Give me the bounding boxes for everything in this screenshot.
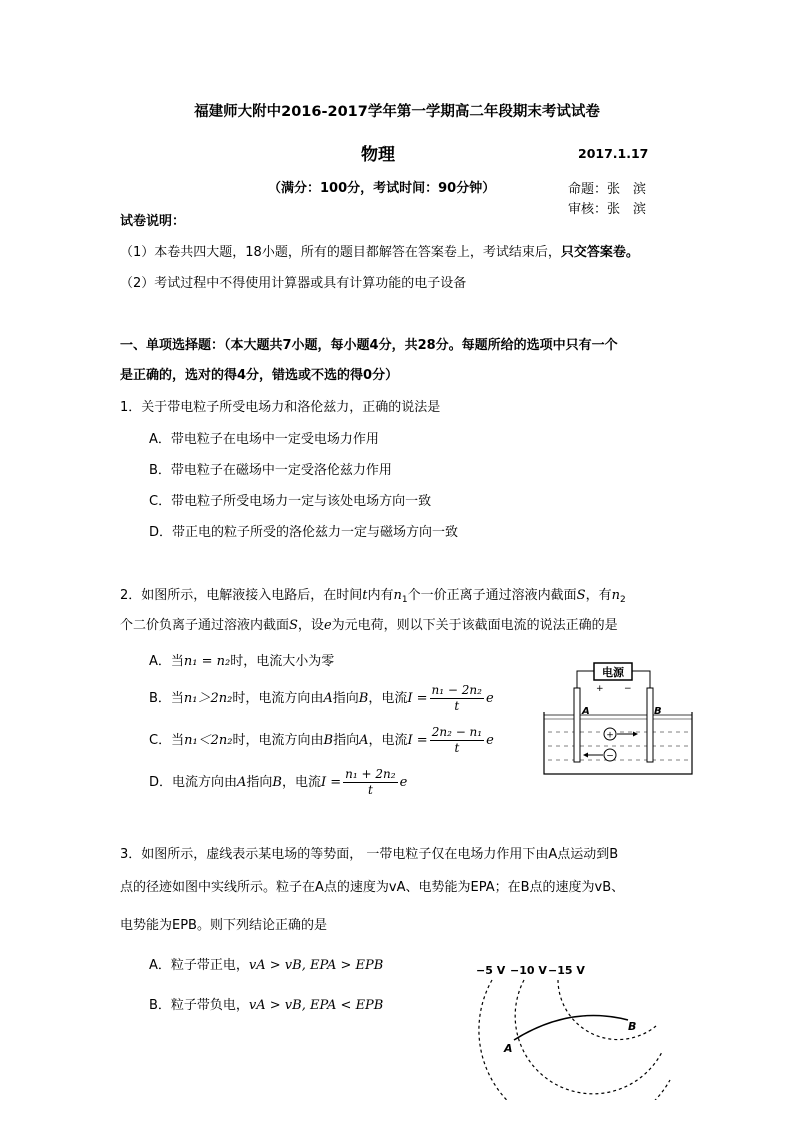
q2-c-fraction: $\frac{\text{2n₂ − n₁}}{t}$ [431, 725, 483, 755]
q1-option-b: B．带电粒子在磁场中一定受洛伦兹力作用 [149, 463, 392, 478]
q2-option-c: C．当n₁＜2n₂时，电流方向由B指向A，电流I = $\frac{\text{2n₂ − n₁}}{t}$ e [149, 725, 494, 755]
minus-terminal: − [624, 684, 632, 694]
electrode-a-label: A [582, 706, 590, 717]
q2-option-b: B．当n₁＞2n₂时，电流方向由A指向B，电流I = $\frac{\text{n₁ − 2n₂}}{t}$ e [149, 683, 494, 713]
electrode-a [574, 688, 580, 762]
equipotential-figure [470, 960, 700, 1100]
q2-d-fraction: $\frac{\text{n₁ + 2n₂}}{t}$ [345, 767, 396, 797]
negative-ion-sign: − [606, 751, 614, 762]
equipotential-middle [515, 980, 662, 1094]
q1-option-c: C．带电粒子所受电场力一定与该处电场方向一致 [149, 494, 432, 509]
author-line: 命题：张 滨 [568, 182, 647, 197]
electrode-b [647, 688, 653, 762]
q3-option-b: B．粒子带负电，vA > vB, EPA < EPB [149, 998, 384, 1013]
power-source-label: 电源 [602, 666, 624, 679]
q3-stem-line1: 3．如图所示，虚线表示某电场的等势面， 一带电粒子仅在电场力作用下由A点运动到B [120, 847, 619, 862]
q2-option-d: D．电流方向由A指向B，电流I = $\frac{\text{n₁ + 2n₂}}{t}$ e [149, 767, 408, 797]
q2-b-fraction: $\frac{\text{n₁ − 2n₂}}{t}$ [431, 683, 482, 713]
section1-heading-line2: 是正确的，选对的得4分，错选或不选的得0分） [120, 368, 399, 383]
exam-date: 2017.1.17 [578, 146, 649, 161]
q1-stem: 1．关于带电粒子所受电场力和洛伦兹力，正确的说法是 [120, 400, 441, 415]
potential-label-3: −15 V [548, 964, 585, 977]
potential-label-2: −10 V [510, 964, 547, 977]
q3-option-a: A．粒子带正电，vA > vB, EPA > EPB [149, 958, 384, 973]
particle-trajectory [514, 1016, 628, 1041]
negative-ion-arrowhead [583, 753, 588, 758]
equipotential-outer [479, 980, 670, 1100]
positive-ion-sign: + [606, 730, 614, 741]
equipotential-inner [558, 980, 656, 1040]
q1-option-d: D．带正电的粒子所受的洛伦兹力一定与磁场方向一致 [149, 525, 459, 540]
instruction-item-1 [120, 241, 639, 260]
equipotential-lines [479, 980, 670, 1100]
container [544, 712, 692, 774]
score-info: （满分：100分，考试时间：90分钟） [268, 181, 496, 196]
q2-option-a: A．当n₁ = n₂时，电流大小为零 [149, 654, 335, 669]
instruction-item-2: （2）考试过程中不得使用计算器或具有计算功能的电子设备 [120, 276, 467, 291]
wire-left [577, 671, 594, 688]
point-b-label: B [628, 1020, 637, 1033]
q3-stem-line3: 电势能为EPB。则下列结论正确的是 [120, 918, 327, 933]
potential-label-1: −5 V [476, 964, 506, 977]
electrode-b-label: B [654, 706, 662, 717]
instruction-item-1-text: （1）本卷共四大题，18小题，所有的题目都解答在答案卷上，考试结束后， [120, 245, 561, 260]
q3-stem-line2: 点的径迹如图中实线所示。粒子在A点的速度为vA、电势能为EPA；在B点的速度为vB、 [120, 880, 625, 895]
q1-option-a: A．带电粒子在电场中一定受电场力作用 [149, 432, 379, 447]
q2-stem-line1: 2．如图所示，电解液接入电路后，在时间t内有$n_1$个一价正离子通过溶液内截面S，有$n_2$ [120, 588, 626, 605]
plus-terminal: + [596, 684, 604, 694]
q2-stem-line2: 个二价负离子通过溶液内截面S，设e为元电荷，则以下关于该截面电流的说法正确的是 [120, 618, 618, 633]
electrolysis-figure [540, 660, 700, 778]
section1-heading-line1: 一、单项选择题：（本大题共7小题，每小题4分，共28分。每题所给的选项中只有一个 [120, 338, 618, 353]
instruction-item-1-bold: 只交答案卷。 [560, 245, 639, 260]
instructions-heading: 试卷说明： [120, 214, 186, 229]
liquid-hatch [548, 732, 690, 760]
subject-title: 物理 [361, 145, 395, 165]
wire-right [632, 671, 650, 688]
exam-title: 福建师大附中2016-2017学年第一学期高二年段期末考试试卷 [194, 104, 600, 120]
reviewer-line: 审核：张 滨 [568, 202, 647, 217]
point-a-label: A [504, 1042, 513, 1055]
